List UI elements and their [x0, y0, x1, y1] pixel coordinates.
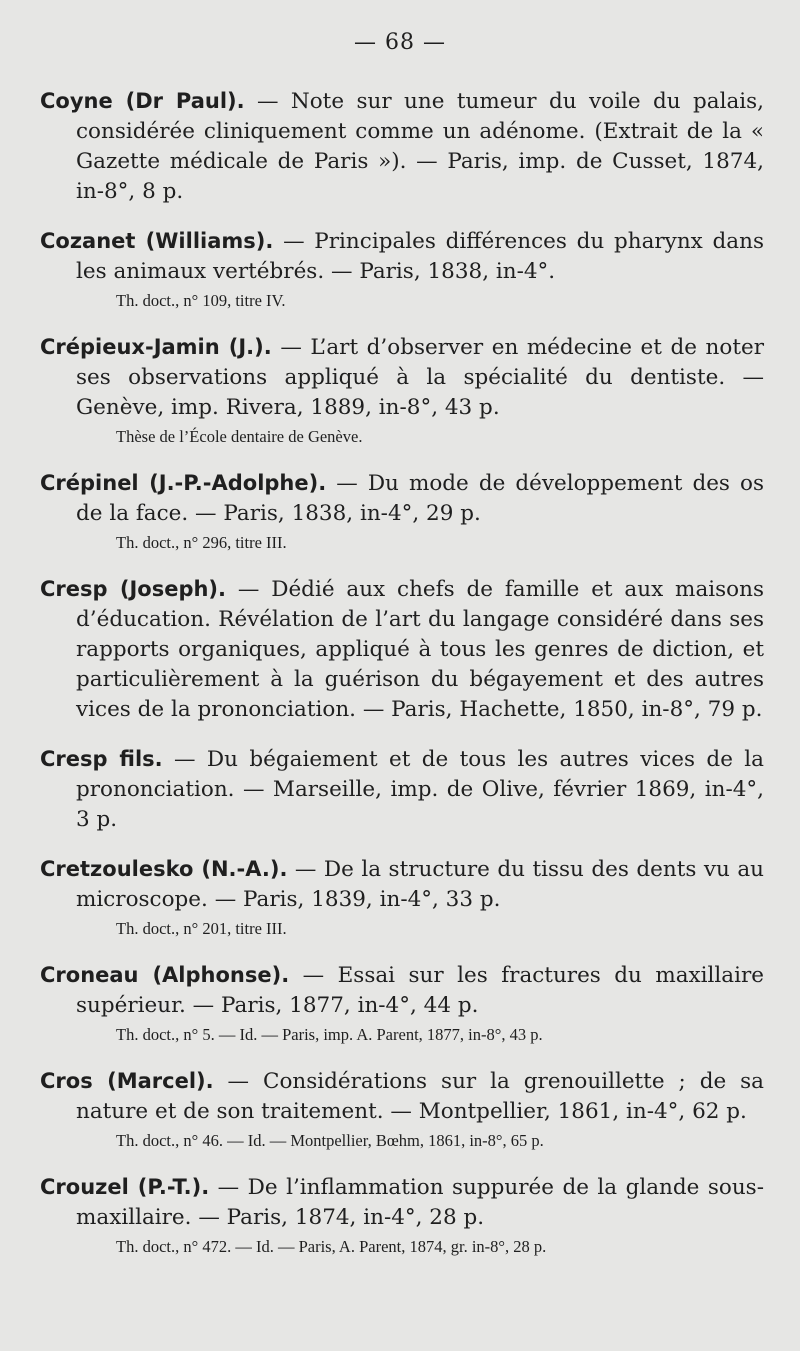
entry-title: — L’art d’observer en médecine et de noter ses observations appliqué à la spécialité du dentiste. — Genève, imp. Rivera, 1889, in-8°, 43 p. — [76, 335, 764, 420]
entry-text — [40, 960, 764, 1021]
entry-title: — Du mode de développement des os de la face. — Paris, 1838, in-4°, 29 p. — [76, 471, 764, 526]
entry-author: Cresp (Joseph). — [40, 577, 227, 601]
entry-author: Cresp fils. — [40, 747, 163, 771]
entry-title: — Considérations sur la grenouillette ; de sa nature et de son traitement. — Montpellier, 1861, in-4°, 62 p. — [76, 1069, 764, 1124]
entry-text — [40, 744, 764, 835]
entry-title: — Dédié aux chefs de famille et aux maisons d’éducation. Révélation de l’art du langage considéré dans ses rapports organiques, appliqué à tous les genres de diction, et particulièrement à la guérison du bégayement et des autres vices de la prononciation. — Paris, Hachette, 1850, in-8°, 79 p. — [76, 577, 764, 722]
entry-author: Croneau (Alphonse). — [40, 963, 290, 987]
entry-title: — Essai sur les fractures du maxillaire supérieur. — Paris, 1877, in-4°, 44 p. — [76, 963, 765, 1018]
entry-author: Crouzel (P.-T.). — [40, 1175, 210, 1199]
entry-text — [40, 574, 764, 725]
entry-note: Th. doct., n° 296, titre III. — [116, 533, 287, 552]
entry-author: Cros (Marcel). — [40, 1069, 214, 1093]
entry-author: Crépieux-Jamin (J.). — [40, 335, 272, 359]
entry-author: Cretzoulesko (N.-A.). — [40, 857, 288, 881]
entry-title: — De l’inflammation suppurée de la glande sous-maxillaire. — Paris, 1874, in-4°, 28 p. — [76, 1175, 764, 1230]
bibliography-entry — [40, 574, 764, 725]
bibliography-entry — [40, 86, 764, 207]
bibliography-entry — [40, 468, 764, 555]
bibliography-entry — [40, 854, 764, 941]
entry-title: — Note sur une tumeur du voile du palais, considérée cliniquement comme un adénome. (Extrait de la « Gazette médicale de Paris »). — Paris, imp. de Cusset, 1874, in-8°, 8 p. — [76, 89, 765, 204]
bibliography-entry — [40, 960, 764, 1047]
bibliography-list — [40, 86, 764, 1278]
entry-author: Coyne (Dr Paul). — [40, 89, 245, 113]
entry-note: Th. doct., n° 201, titre III. — [116, 919, 287, 938]
entry-note: Th. doct., n° 472. — Id. — Paris, A. Parent, 1874, gr. in-8°, 28 p. — [116, 1237, 547, 1256]
entry-note: Thèse de l’École dentaire de Genève. — [116, 427, 363, 446]
entry-author: Crépinel (J.-P.-Adolphe). — [40, 471, 327, 495]
entry-text — [40, 468, 764, 529]
entry-note: Th. doct., n° 46. — Id. — Montpellier, Bœhm, 1861, in-8°, 65 p. — [116, 1131, 544, 1150]
entry-text — [40, 854, 764, 915]
bibliography-entry — [40, 744, 764, 835]
bibliography-entry — [40, 332, 764, 449]
bibliography-entry — [40, 1066, 764, 1153]
entry-text — [40, 332, 764, 423]
page-number: — 68 — — [354, 30, 446, 55]
entry-title: — Principales différences du pharynx dans les animaux vertébrés. — Paris, 1838, in-4°. — [76, 229, 764, 284]
entry-text — [40, 226, 764, 287]
entry-author: Cozanet (Williams). — [40, 229, 274, 253]
bibliography-entry — [40, 226, 764, 313]
bibliography-entry — [40, 1172, 764, 1259]
entry-text — [40, 86, 764, 207]
entry-text — [40, 1172, 764, 1233]
entry-note: Th. doct., n° 109, titre IV. — [116, 291, 286, 310]
entry-title: — Du bégaiement et de tous les autres vices de la prononciation. — Marseille, imp. de Olive, février 1869, in-4°, 3 p. — [76, 747, 764, 832]
entry-title: — De la structure du tissu des dents vu au microscope. — Paris, 1839, in-4°, 33 p. — [76, 857, 764, 912]
entry-text — [40, 1066, 764, 1127]
entry-note: Th. doct., n° 5. — Id. — Paris, imp. A. Parent, 1877, in-8°, 43 p. — [116, 1025, 543, 1044]
